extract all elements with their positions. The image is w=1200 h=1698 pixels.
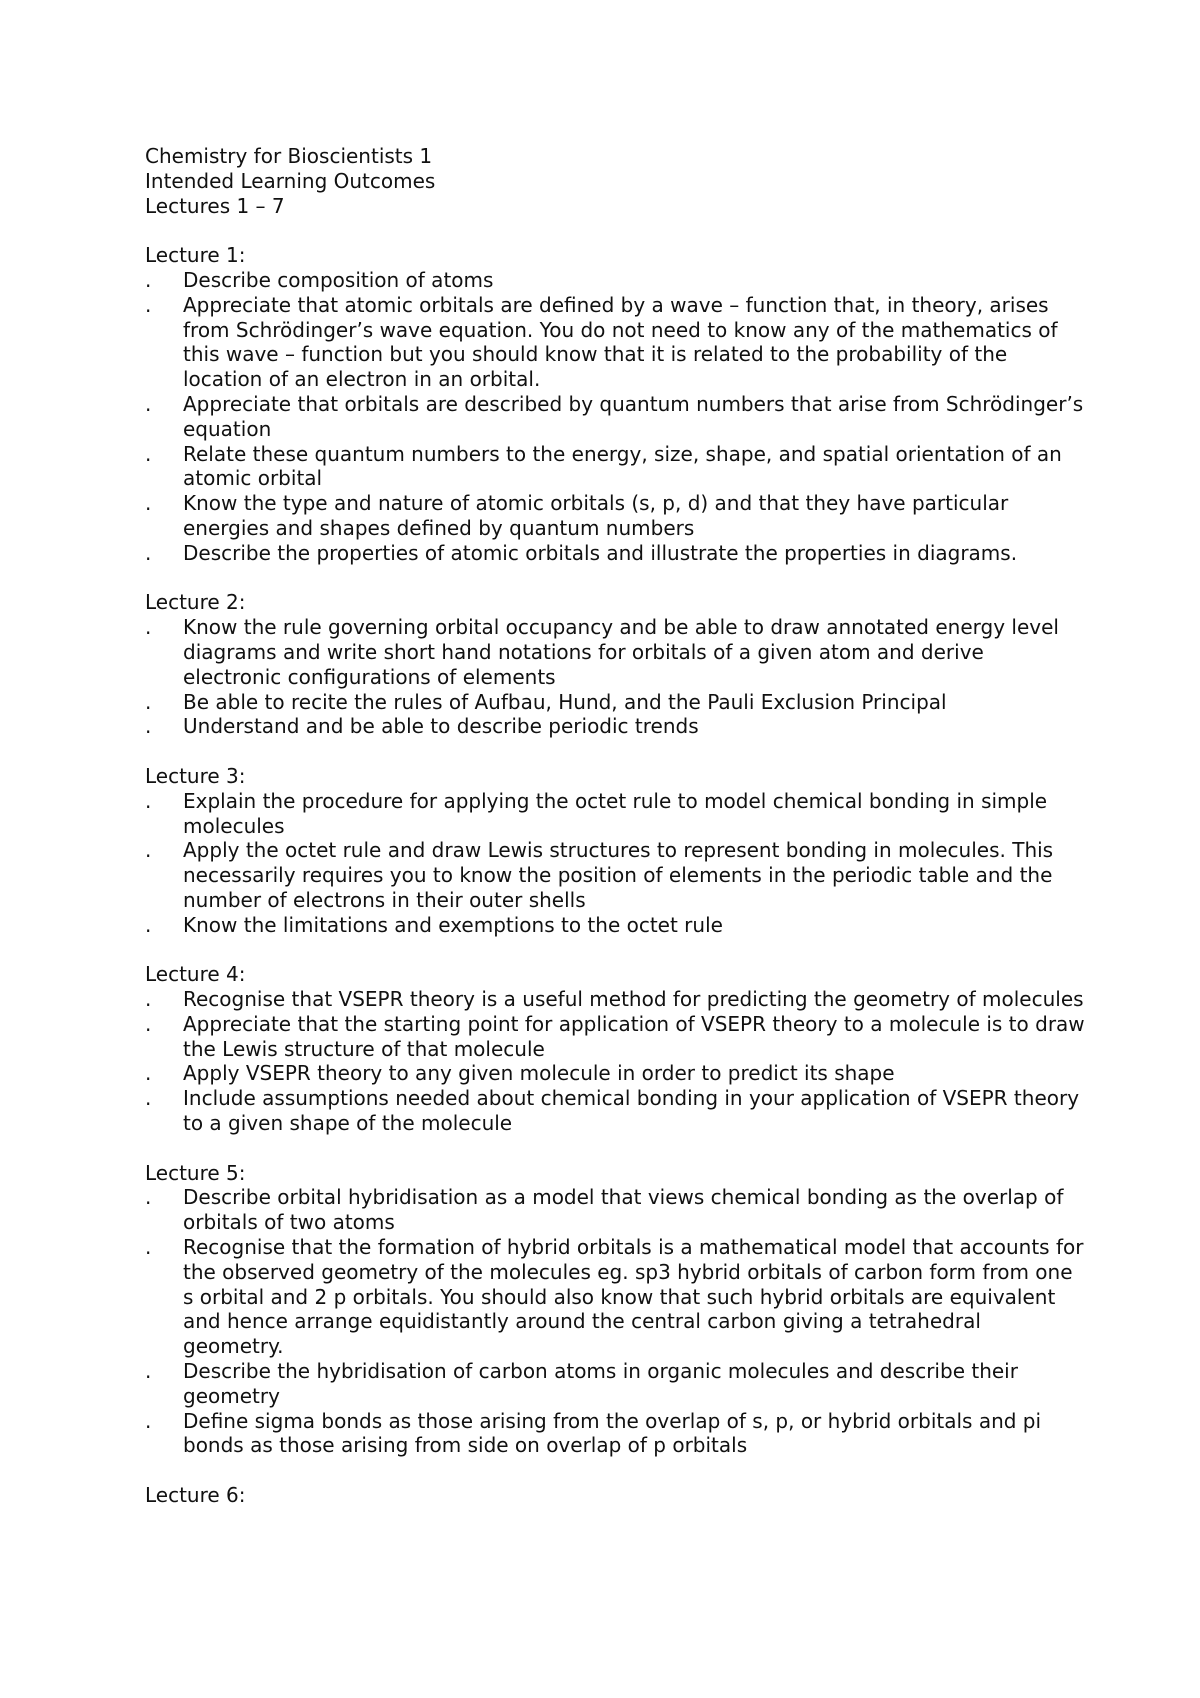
outcome-text: Apply VSEPR theory to any given molecule in order to predict its shape — [183, 1061, 895, 1086]
outcome-text: Be able to recite the rules of Aufbau, Hund, and the Pauli Exclusion Principal — [183, 689, 947, 714]
bullet-mark: . — [145, 1011, 152, 1036]
outcome-list — [145, 1185, 1085, 1458]
outcome-item — [145, 1061, 1085, 1086]
lecture-section — [145, 243, 1085, 565]
outcome-item — [145, 541, 1085, 566]
bullet-mark: . — [145, 1359, 152, 1384]
outcome-item — [145, 789, 1085, 839]
outcome-text: Recognise that VSEPR theory is a useful method for predicting the geometry of molecules — [183, 987, 1084, 1012]
outcome-item — [145, 913, 1085, 938]
lecture-heading: Lecture 3: — [145, 763, 246, 788]
outcome-text: Recognise that the formation of hybrid orbitals is a mathematical model that accounts for the observed geometry of the molecules eg. sp3 hybrid orbitals of carbon form from one s orbital and 2 p orbitals. You should also know that such hybrid orbitals are equivalent and hence arrange equidistantly around the central carbon giving a tetrahedral geometry. — [183, 1235, 1084, 1359]
outcome-item — [145, 491, 1085, 541]
outcome-text: Appreciate that orbitals are described by quantum numbers that arise from Schrödinger’s equation — [183, 391, 1084, 441]
bullet-mark: . — [145, 1408, 152, 1433]
bullet-mark: . — [145, 491, 152, 516]
bullet-mark: . — [145, 1086, 152, 1111]
outcome-item — [145, 442, 1085, 492]
outcome-list — [145, 615, 1085, 739]
lecture-section — [145, 962, 1085, 1136]
outcome-item — [145, 987, 1085, 1012]
bullet-mark: . — [145, 1235, 152, 1260]
outcome-text: Appreciate that atomic orbitals are defined by a wave – function that, in theory, arises from Schrödinger’s wave equation. You do not need to know any of the mathematics of this wave – function but you should know that it is related to the probability of the location of an electron in an orbital. — [183, 292, 1058, 392]
outcome-item — [145, 1012, 1085, 1062]
outcome-item — [145, 293, 1085, 392]
outcome-text: Know the rule governing orbital occupancy and be able to draw annotated energy level diagrams and write short hand notations for orbitals of a given atom and derive electronic configurations of elements — [183, 615, 1059, 689]
outcome-text: Define sigma bonds as those arising from the overlap of s, p, or hybrid orbitals and pi bonds as those arising from side on overlap of p orbitals — [183, 1408, 1042, 1458]
bullet-mark: . — [145, 714, 152, 739]
outcome-item — [145, 392, 1085, 442]
lecture-heading: Lecture 2: — [145, 590, 246, 615]
document-page — [145, 144, 1085, 1508]
outcome-item — [145, 615, 1085, 689]
outcome-list — [145, 987, 1085, 1136]
outcome-text: Apply the octet rule and draw Lewis structures to represent bonding in molecules. This necessarily requires you to know the position of elements in the periodic table and the number of electrons in their outer shells — [183, 838, 1054, 912]
lecture-section — [145, 1161, 1085, 1459]
bullet-mark: . — [145, 391, 152, 416]
lecture-heading: Lecture 1: — [145, 243, 246, 268]
bullet-mark: . — [145, 292, 152, 317]
outcome-text: Relate these quantum numbers to the energy, size, shape, and spatial orientation of an atomic orbital — [183, 441, 1062, 491]
bullet-mark: . — [145, 838, 152, 863]
outcome-text: Understand and be able to describe periodic trends — [183, 714, 699, 739]
outcome-item — [145, 1409, 1085, 1459]
outcome-item — [145, 1235, 1085, 1359]
outcome-item — [145, 1086, 1085, 1136]
outcome-item — [145, 714, 1085, 739]
bullet-mark: . — [145, 615, 152, 640]
outcome-text: Explain the procedure for applying the octet rule to model chemical bonding in simple molecules — [183, 788, 1048, 838]
bullet-mark: . — [145, 1061, 152, 1086]
bullet-mark: . — [145, 689, 152, 714]
outcome-item — [145, 268, 1085, 293]
outcome-text: Describe composition of atoms — [183, 267, 494, 292]
lecture-heading: Lecture 6: — [145, 1483, 246, 1508]
outcome-list — [145, 268, 1085, 566]
bullet-mark: . — [145, 987, 152, 1012]
outcome-text: Describe the hybridisation of carbon atoms in organic molecules and describe their geometry — [183, 1359, 1018, 1408]
bullet-mark: . — [145, 540, 152, 565]
course-title: Chemistry for Bioscientists 1 — [145, 144, 433, 168]
outcome-text: Include assumptions needed about chemical bonding in your application of VSEPR theory to a given shape of the molecule — [183, 1086, 1080, 1136]
outcome-text: Describe the properties of atomic orbitals and illustrate the properties in diagrams. — [183, 540, 1018, 565]
outcome-text: Know the type and nature of atomic orbitals (s, p, d) and that they have particular energies and shapes defined by quantum numbers — [183, 491, 1009, 540]
bullet-mark: . — [145, 788, 152, 813]
outcome-text: Describe orbital hybridisation as a model that views chemical bonding as the overlap of orbitals of two atoms — [183, 1185, 1064, 1235]
document-subtitle: Intended Learning Outcomes — [145, 168, 436, 193]
lecture-heading: Lecture 4: — [145, 962, 246, 987]
lecture-section — [145, 1483, 1085, 1508]
outcome-item — [145, 1359, 1085, 1409]
outcome-item — [145, 838, 1085, 912]
lecture-heading: Lecture 5: — [145, 1160, 246, 1185]
outcome-item — [145, 1185, 1085, 1235]
bullet-mark: . — [145, 441, 152, 466]
outcome-item — [145, 690, 1085, 715]
bullet-mark: . — [145, 1185, 152, 1210]
outcome-text: Appreciate that the starting point for application of VSEPR theory to a molecule is to draw the Lewis structure of that molecule — [183, 1011, 1085, 1061]
bullet-mark: . — [145, 912, 152, 937]
lecture-section — [145, 764, 1085, 938]
lecture-section — [145, 590, 1085, 739]
lecture-range: Lectures 1 – 7 — [145, 193, 285, 218]
sections-container — [145, 243, 1085, 1508]
outcome-text: Know the limitations and exemptions to the octet rule — [183, 912, 723, 937]
outcome-list — [145, 789, 1085, 938]
bullet-mark: . — [145, 267, 152, 292]
